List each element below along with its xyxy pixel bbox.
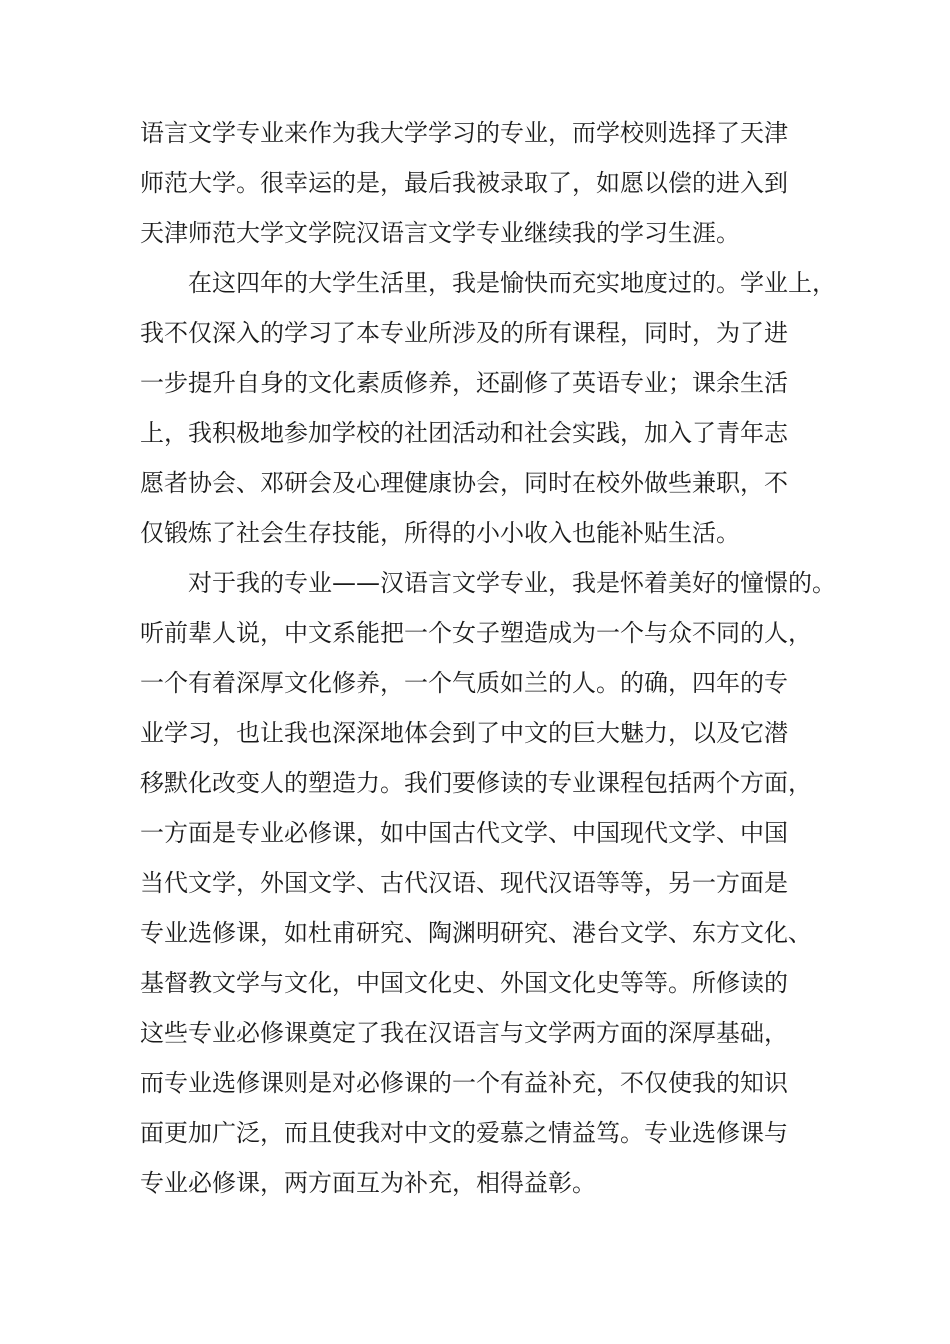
paragraph-first-line: 在这四年的大学生活里，我是愉快而充实地度过的。学业上， <box>188 269 836 297</box>
text-line: 我不仅深入的学习了本专业所涉及的所有课程，同时，为了进 <box>140 319 788 347</box>
text-line: 愿者协会、邓研会及心理健康协会，同时在校外做些兼职，不 <box>140 469 788 497</box>
text-line: 面更加广泛，而且使我对中文的爱慕之情益笃。专业选修课与 <box>140 1119 788 1147</box>
text-line: 天津师范大学文学院汉语言文学专业继续我的学习生涯。 <box>140 219 740 247</box>
text-line: 业学习，也让我也深深地体会到了中文的巨大魅力，以及它潜 <box>140 719 788 747</box>
text-line: 一方面是专业必修课，如中国古代文学、中国现代文学、中国 <box>140 819 788 847</box>
text-line: 当代文学，外国文学、古代汉语、现代汉语等等，另一方面是 <box>140 869 788 897</box>
paragraph-first-line: 对于我的专业——汉语言文学专业，我是怀着美好的憧憬的。 <box>188 569 836 597</box>
text-line: 移默化改变人的塑造力。我们要修读的专业课程包括两个方面， <box>140 769 812 797</box>
text-line: 专业选修课，如杜甫研究、陶渊明研究、港台文学、东方文化、 <box>140 919 812 947</box>
text-line: 仅锻炼了社会生存技能，所得的小小收入也能补贴生活。 <box>140 519 740 547</box>
text-line: 专业必修课，两方面互为补充，相得益彰。 <box>140 1169 596 1197</box>
text-line: 语言文学专业来作为我大学学习的专业，而学校则选择了天津 <box>140 119 788 147</box>
text-line: 一步提升自身的文化素质修养，还副修了英语专业；课余生活 <box>140 369 788 397</box>
text-line: 一个有着深厚文化修养，一个气质如兰的人。的确，四年的专 <box>140 669 788 697</box>
text-line: 这些专业必修课奠定了我在汉语言与文学两方面的深厚基础， <box>140 1019 788 1047</box>
text-line: 师范大学。很幸运的是，最后我被录取了，如愿以偿的进入到 <box>140 169 788 197</box>
text-line: 而专业选修课则是对必修课的一个有益补充，不仅使我的知识 <box>140 1069 788 1097</box>
text-line: 基督教文学与文化，中国文化史、外国文化史等等。所修读的 <box>140 969 788 997</box>
text-line: 听前辈人说，中文系能把一个女子塑造成为一个与众不同的人， <box>140 619 812 647</box>
text-line: 上，我积极地参加学校的社团活动和社会实践，加入了青年志 <box>140 419 788 447</box>
